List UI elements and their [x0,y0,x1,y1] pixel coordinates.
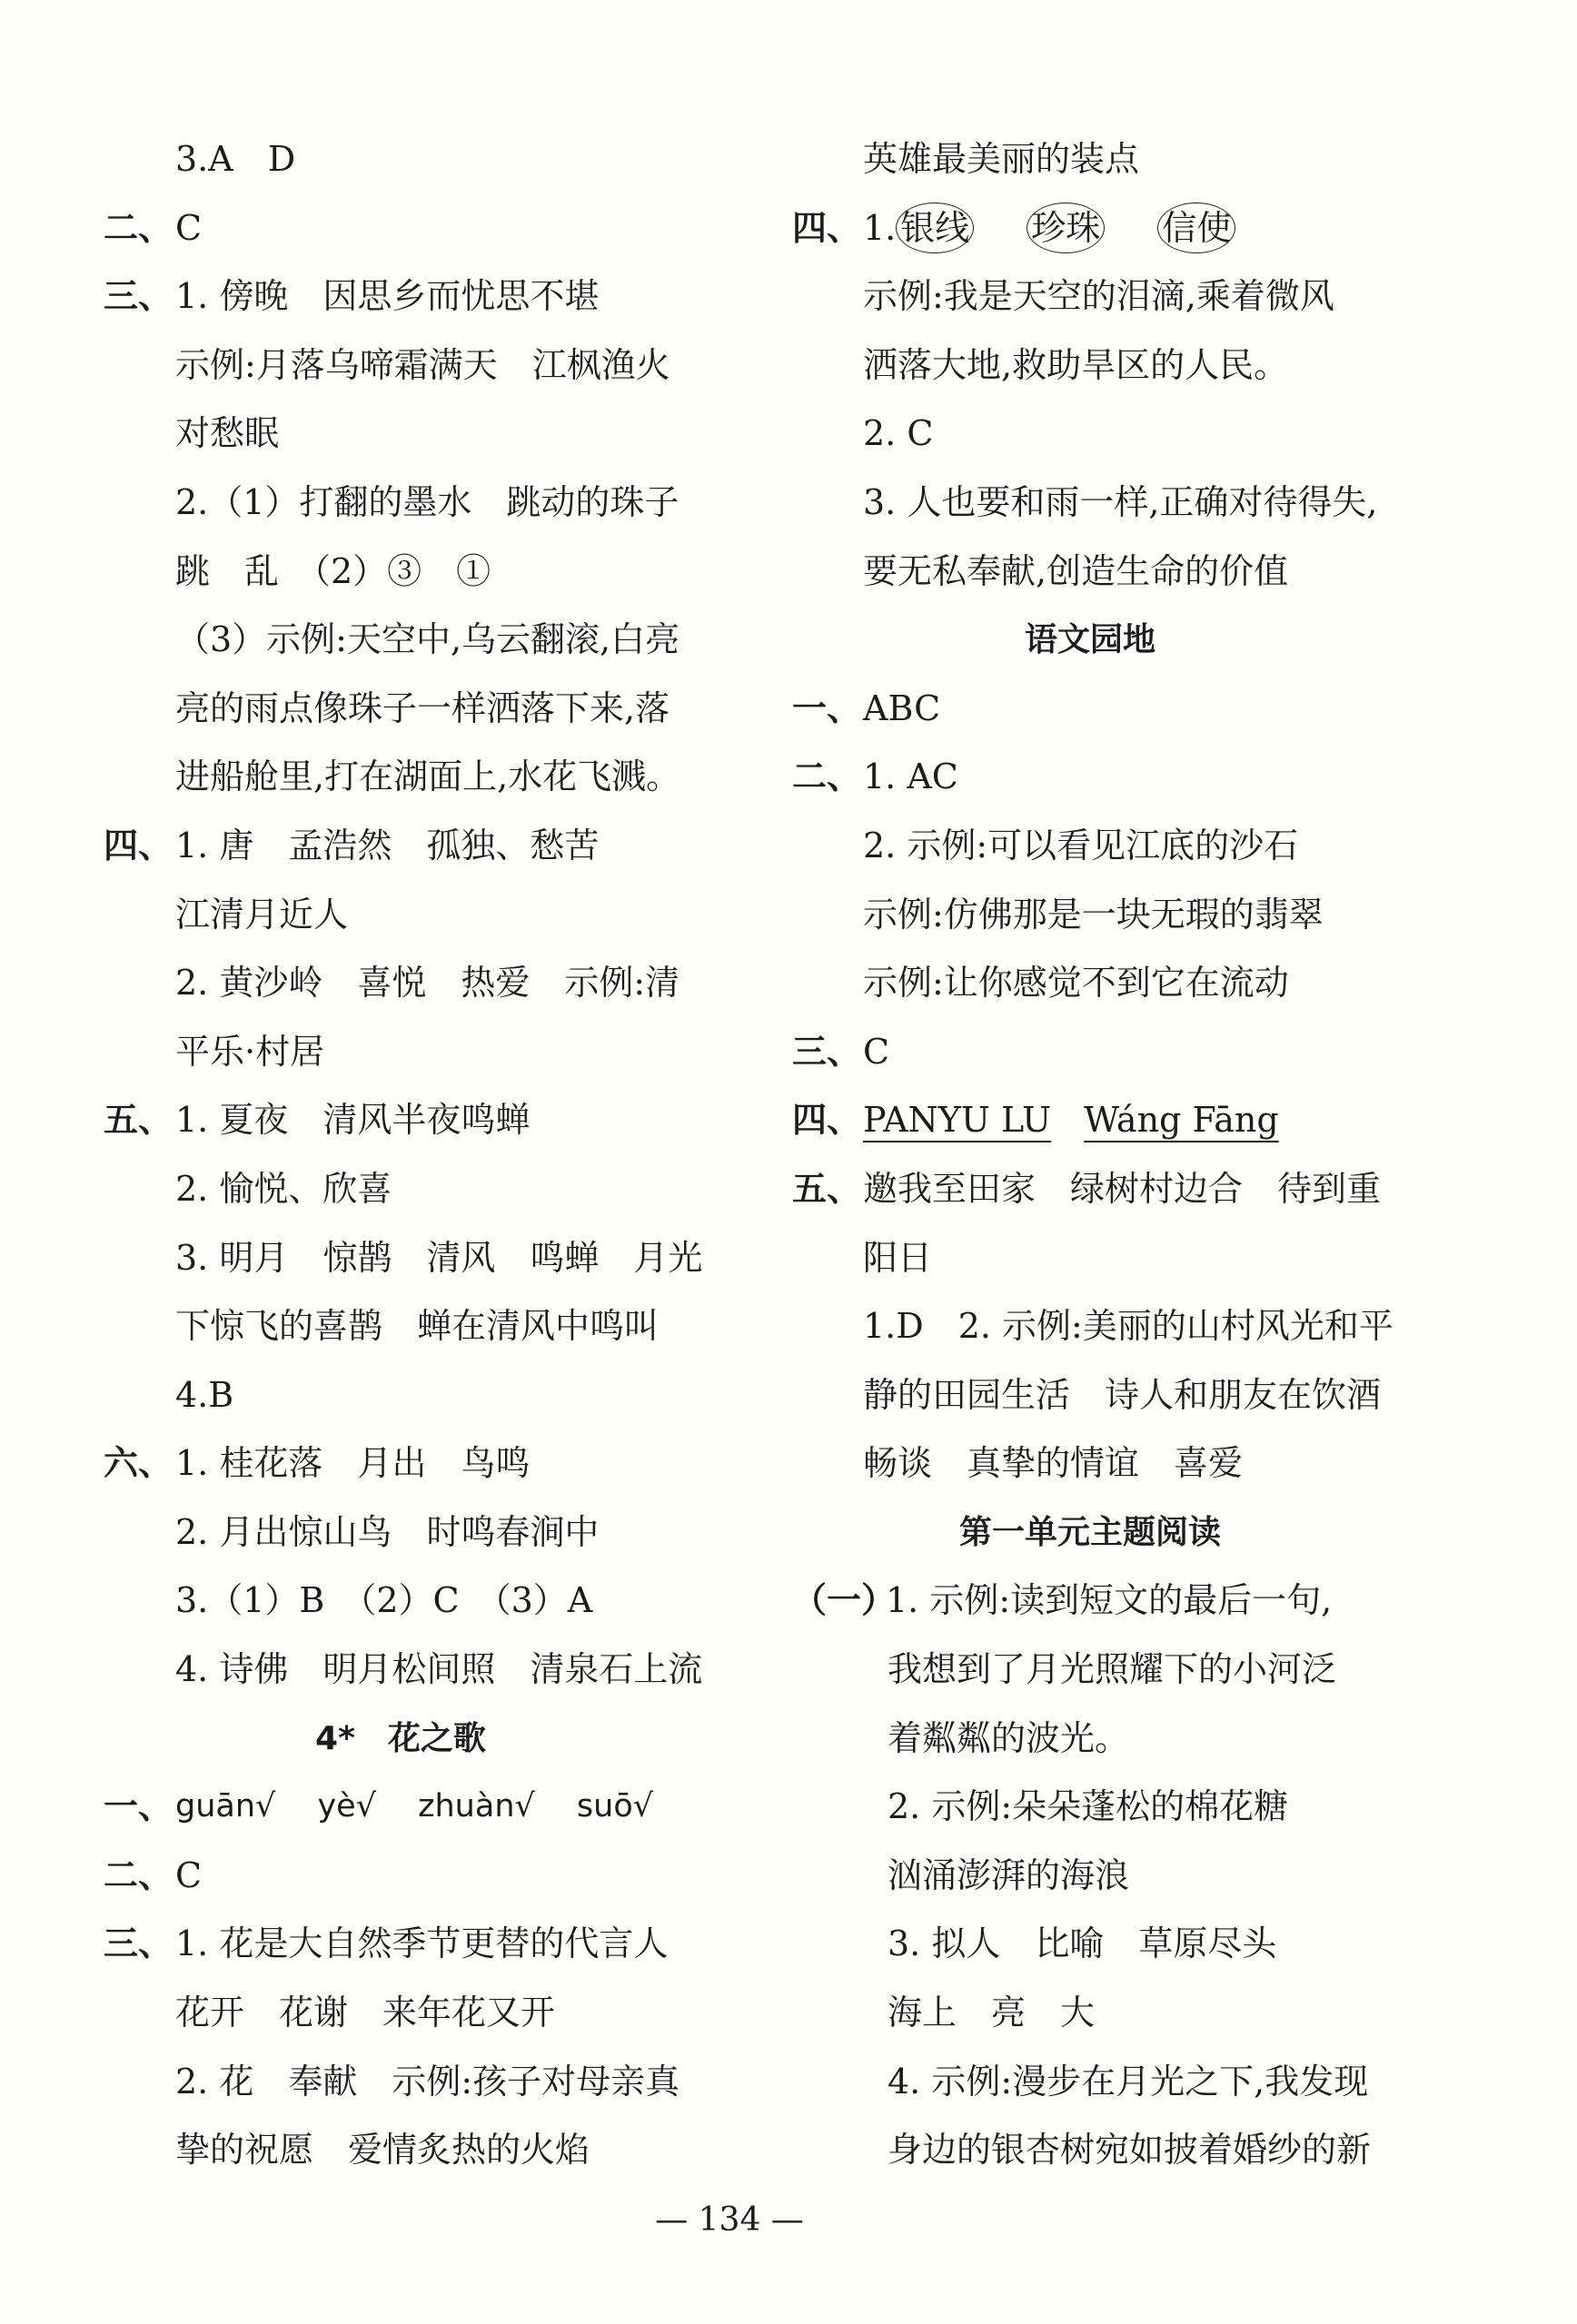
answer-line [781,2116,1577,2185]
circled-word: 银线 [896,203,974,253]
answer-line [0,1567,781,1636]
section-heading-row [781,606,1577,675]
question-number: 二、 [104,207,174,248]
answer-line [781,538,1577,607]
answer-text: C [863,1031,890,1072]
answer-line [0,538,781,607]
answer-line [0,812,781,881]
answer-line [781,1773,1577,1842]
answer-line [781,1979,1577,2048]
answer-line [0,1979,781,2048]
answer-line [0,1910,781,1979]
answer-line [0,743,781,812]
answer-text: 洒落大地,救助旱区的人民。 [863,344,1289,385]
answer-text: 1. 夏夜 清风半夜鸣蝉 [175,1100,531,1141]
section-heading-row [781,1498,1577,1567]
answer-line [0,1361,781,1430]
answer-text: 4.B [175,1374,234,1415]
answer-line [781,2048,1577,2117]
question-number: 六、 [104,1443,174,1484]
answer-text: ABC [863,687,941,728]
answer-line [781,743,1577,812]
circled-word: 珍珠 [1027,203,1105,253]
answer-line [781,400,1577,469]
answer-text: 2. 示例:可以看见江底的沙石 [863,825,1299,865]
answer-text: 2. 月出惊山鸟 时鸣春涧中 [175,1511,600,1552]
answer-line [781,1705,1577,1774]
answer-line [0,469,781,538]
answer-text: 进船舱里,打在湖面上,水花飞溅。 [175,757,681,797]
question-number: 三、 [792,1031,862,1072]
answer-text: 1. 傍晚 因思乡而忧思不堪 [175,276,600,317]
answer-text: 示例:月落乌啼霜满天 江枫渔火 [175,344,670,385]
question-number: 五、 [104,1100,174,1141]
answer-line [781,1361,1577,1430]
question-number: 四、 [792,1100,862,1141]
answer-line [781,1636,1577,1705]
left-column [0,125,781,2185]
answer-text: 2. C [863,413,934,454]
answer-text: 英雄最美丽的装点 [863,139,1140,179]
answer-line [781,1910,1577,1979]
question-number: 二、 [792,757,862,797]
answer-line [0,949,781,1018]
answer-text: 花开 花谢 来年花又开 [175,1993,556,2033]
answer-line [781,675,1577,744]
answer-line [0,1292,781,1361]
answer-line [0,1773,781,1842]
answer-text: 3. 明月 惊鹊 清风 鸣蝉 月光 [175,1237,703,1278]
answer-text: C [175,207,203,248]
answer-line [0,194,781,263]
page-number: — 134 — [655,2201,804,2239]
answer-line [0,400,781,469]
answer-text: 2. 花 奉献 示例:孩子对母亲真 [175,2061,680,2101]
right-column [781,125,1577,2185]
answer-line [781,331,1577,401]
answer-line [781,949,1577,1018]
answer-text: 1.D 2. 示例:美丽的山村风光和平 [863,1306,1394,1347]
section-heading: 语文园地 [1024,621,1156,659]
answer-line [0,125,781,194]
answer-text: 着粼粼的波光。 [888,1717,1130,1758]
answer-text: 1. 示例:读到短文的最后一句, [886,1580,1333,1621]
answer-text: 身边的银杏树宛如披着婚纱的新 [888,2130,1372,2171]
answer-line [0,1842,781,1911]
answer-text [863,194,1288,263]
answer-line [0,606,781,675]
question-number: 三、 [104,1923,174,1964]
section-heading: 第一单元主题阅读 [958,1513,1222,1551]
answer-text: （3）示例:天空中,乌云翻滚,白亮 [175,619,680,660]
answer-text: 3.（1）B （2）C （3）A [175,1580,593,1621]
section-heading-row [0,1705,781,1774]
answer-text: 汹涌澎湃的海浪 [888,1854,1130,1895]
answer-line [0,675,781,744]
answer-line [781,812,1577,881]
answer-text: 亮的雨点像珠子一样洒落下来,落 [175,687,670,728]
answer-line [0,262,781,331]
answer-line [0,1224,781,1293]
answer-line [781,1567,1577,1636]
answer-line [0,1155,781,1224]
underlined-word: PANYU LU [863,1100,1052,1141]
question-number: 一、 [792,687,862,728]
answer-line [0,1636,781,1705]
answer-text: 对愁眠 [175,413,280,454]
underlined-word: Wáng Fāng [1084,1100,1279,1141]
answer-text [863,1086,1312,1155]
question-number: 四、 [792,207,862,248]
circled-word: 信使 [1157,203,1235,253]
answer-line [781,1224,1577,1293]
answer-line [781,194,1577,263]
answer-line [781,469,1577,538]
answer-line [0,2048,781,2117]
answer-line [781,1429,1577,1498]
answer-text: 示例:让你感觉不到它在流动 [863,963,1289,1004]
answer-text: guān√ yè√ zhuàn√ suō√ [175,1788,654,1825]
question-number: 三、 [104,276,174,317]
answer-line [781,1842,1577,1911]
answer-fragment: 1. [863,207,897,248]
answer-line [781,1018,1577,1087]
answer-text: 2. 愉悦、欣喜 [175,1168,392,1209]
answer-text: 挚的祝愿 爱情炙热的火焰 [175,2130,590,2171]
answer-line [781,1155,1577,1224]
answer-text: 4. 示例:漫步在月光之下,我发现 [888,2061,1369,2101]
answer-line [0,881,781,950]
answer-text: 示例:我是天空的泪滴,乘着微风 [863,276,1334,317]
answer-text: C [175,1854,203,1895]
answer-text: 邀我至田家 绿树村边合 待到重 [863,1168,1382,1209]
answer-text: 2. 示例:朵朵蓬松的棉花糖 [888,1786,1289,1827]
answer-text: 4. 诗佛 明月松间照 清泉石上流 [175,1649,703,1690]
section-heading: 4* 花之歌 [315,1719,486,1757]
answer-text: 1. 花是大自然季节更替的代言人 [175,1923,669,1964]
answer-text: 1. 唐 孟浩然 孤独、愁苦 [175,825,600,865]
answer-text: 3. 拟人 比喻 草原尽头 [888,1923,1277,1964]
answer-text: 畅谈 真挚的情谊 喜爱 [863,1443,1244,1484]
question-number: 五、 [792,1168,862,1209]
answer-line [781,1086,1577,1155]
question-number: 一、 [104,1786,174,1827]
answer-line [781,125,1577,194]
answer-text: 1. AC [863,757,958,797]
answer-line [0,331,781,401]
answer-text: 阳日 [863,1237,933,1278]
question-number: 二、 [104,1854,174,1895]
answer-text: 3.A D [175,139,296,179]
question-number: （一） [792,1580,897,1621]
answer-line [0,2116,781,2185]
answer-text: 1. 桂花落 月出 鸟鸣 [175,1443,531,1484]
answer-line [0,1018,781,1087]
answer-text: 3. 人也要和雨一样,正确对待得失, [863,481,1378,522]
answer-text: 下惊飞的喜鹊 蝉在清风中鸣叫 [175,1306,660,1347]
answer-line [781,262,1577,331]
answer-text: 江清月近人 [175,894,349,935]
answer-text: 2. 黄沙岭 喜悦 热爱 示例:清 [175,963,680,1004]
answer-text: 2.（1）打翻的墨水 跳动的珠子 [175,481,679,522]
answer-line [0,1498,781,1567]
answer-line [781,881,1577,950]
answer-text: 平乐·村居 [175,1031,325,1072]
answer-line [0,1429,781,1498]
answer-line [781,1292,1577,1361]
answer-text: 海上 亮 大 [888,1993,1096,2033]
question-number: 四、 [104,825,174,865]
answer-line [0,1086,781,1155]
answer-text: 要无私奉献,创造生命的价值 [863,550,1289,591]
answer-text: 示例:仿佛那是一块无瑕的翡翠 [863,894,1324,935]
answer-text: 静的田园生活 诗人和朋友在饮酒 [863,1374,1382,1415]
answer-text: 跳 乱 （2）③ ① [175,550,491,591]
answer-text: 我想到了月光照耀下的小河泛 [888,1649,1337,1690]
